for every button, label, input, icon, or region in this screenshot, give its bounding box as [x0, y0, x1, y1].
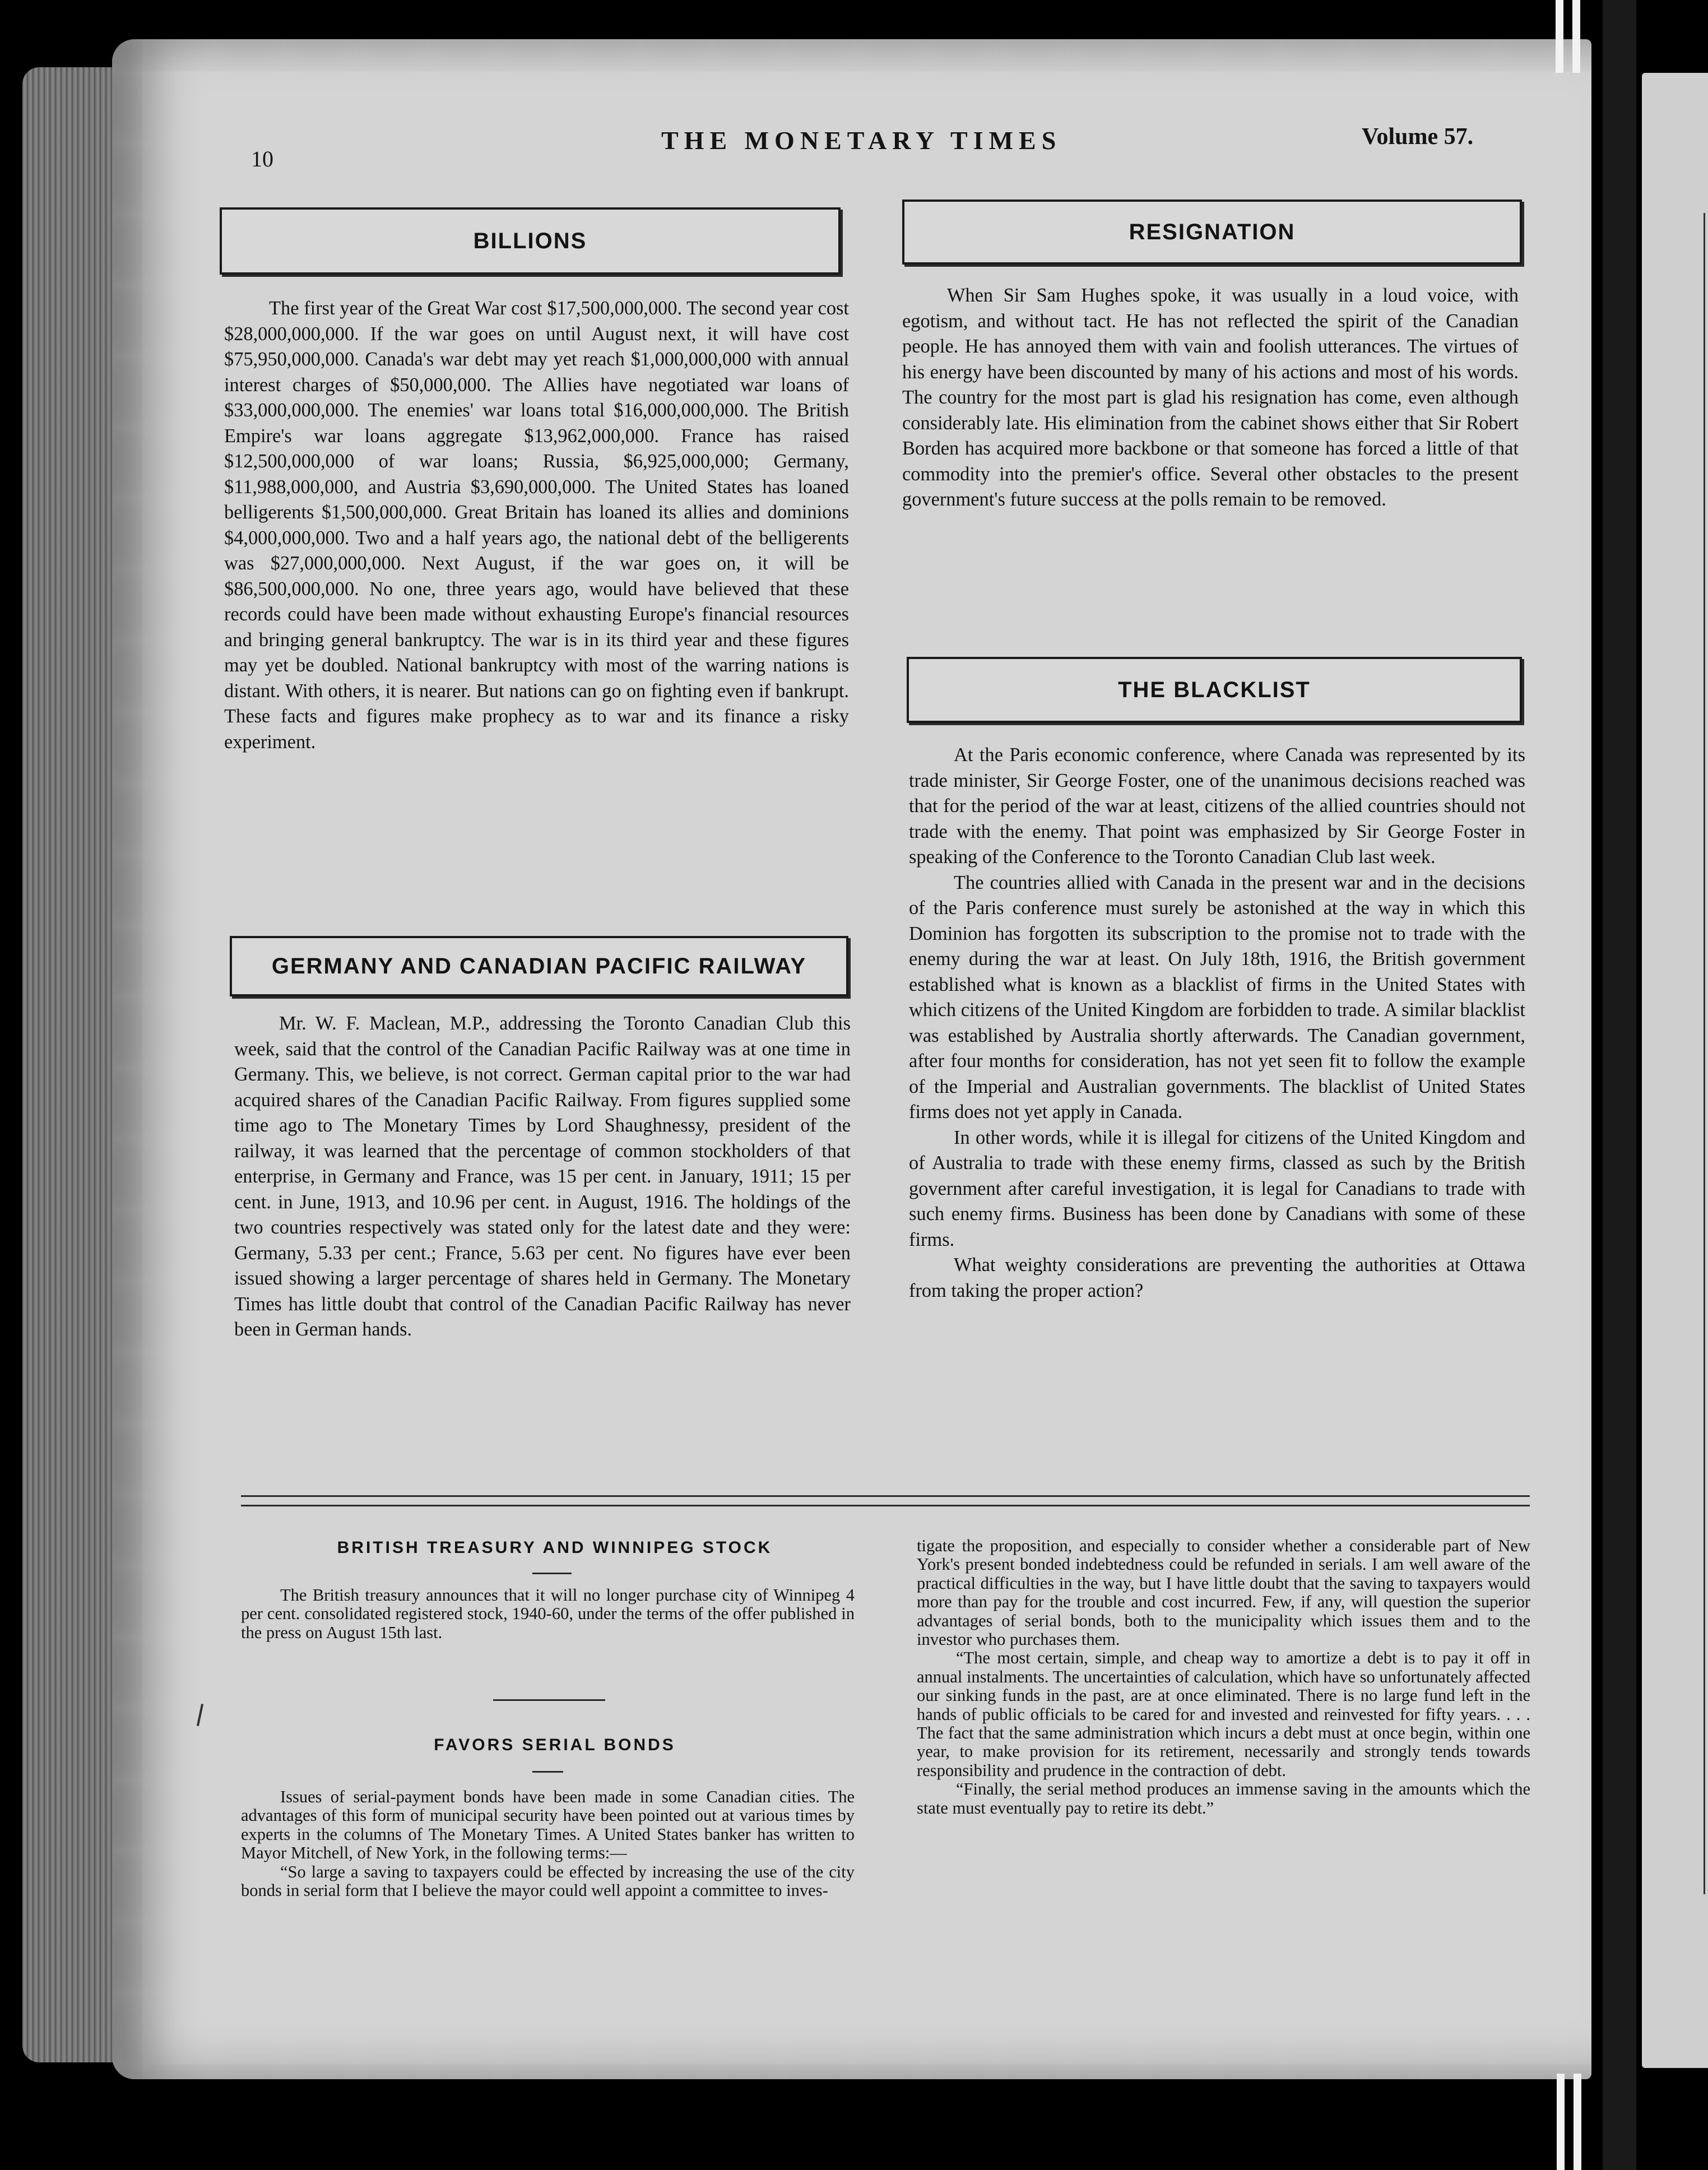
film-mark-bottom-left — [1557, 2074, 1565, 2170]
serial-bonds-paragraph-1: Issues of serial-payment bonds have been made in some Canadian cities. The advantages of this form of municipal security have been pointed out at various times by experts in the columns of The Monetary Times. A United States banker has written to Mayor Mitchell, of New York, in the following terms:— — [241, 1787, 855, 1863]
billions-heading: BILLIONS — [473, 228, 587, 253]
masthead-title: THE MONETARY TIMES — [661, 126, 1062, 155]
section-separator-rule — [493, 1699, 605, 1701]
blacklist-article — [909, 743, 1525, 1304]
serial-bonds-final-paragraph: “Finally, the serial method produces an immense saving in the amounts which the state must eventually pay to retire its debt.” — [917, 1779, 1530, 1817]
serial-bonds-heading: FAVORS SERIAL BONDS — [434, 1736, 676, 1754]
serial-bonds-right-column — [917, 1537, 1530, 1817]
billions-heading-box — [220, 207, 841, 275]
blacklist-heading-box — [907, 657, 1522, 723]
germany-cpr-heading-box — [230, 936, 848, 996]
facing-page-edge — [1642, 73, 1708, 2068]
serial-bonds-quote-paragraph: “The most certain, simple, and cheap way to amortize a debt is to pay it off in annual instalments. The uncertainties of calculation, which have so unfortunately affected our sinking funds in the past, are at once eliminated. There is no large fund left in the hands of public officials to be cared for and invested and reinvested for fifty years. . . . The fact that the same administration which incurs a debt must at once begin, within one year, to make provision for its retirement, necessarily and strongly tends towards responsibility and prudence in the contraction of debt. — [917, 1648, 1530, 1780]
blacklist-heading: THE BLACKLIST — [1118, 677, 1311, 702]
blacklist-paragraph-1: At the Paris economic conference, where Canada was represented by its trade minister, Sir George Foster, one of the unanimous decisions reached was that for the period of the war at least, citizens of the allied countries should not trade with the enemy. That point was emphasized by Sir George Foster in speaking of the Conference to the Toronto Canadian Club last week. — [909, 744, 1525, 868]
film-mark-bottom-right — [1574, 2074, 1581, 2170]
treasury-article — [241, 1586, 855, 1642]
resignation-paragraph: When Sir Sam Hughes spoke, it was usually in a loud voice, with egotism, and without tact. He has not reflected the spirit of the Canadian people. He has annoyed them with vain and foolish utterances. The virtues of his energy have been discounted by many of his actions and most of his words. The country for the most part is glad his resignation has come, even although considerably late. His elimination from the cabinet shows either that Sir Robert Borden has acquired more backbone or that someone has forced a little of that commodity into the premier's office. Several other obstacles to the present government's future success at the polls remain to be removed. — [902, 285, 1519, 510]
blacklist-paragraph-4: What weighty considerations are preventing the authorities at Ottawa from taking the proper action? — [909, 1254, 1525, 1301]
germany-cpr-paragraph: Mr. W. F. Maclean, M.P., addressing the Toronto Canadian Club this week, said that the control of the Canadian Pacific Railway was at one time in Germany. This, we believe, is not correct. German capital prior to the war had acquired shares of the Canadian Pacific Railway. From figures supplied some time ago to The Monetary Times by Lord Shaughnessy, president of the railway, it was learned that the percentage of common stockholders of that enterprise, in Germany and France, was 15 per cent. in January, 1911; 15 per cent. in June, 1913, and 10.96 per cent. in August, 1916. The holdings of the two countries respectively was stated only for the latest date and they were: Germany, 5.33 per cent.; France, 5.63 per cent. No figures have ever been issued showing a larger percentage of shares held in Germany. The Monetary Times has little doubt that control of the Canadian Pacific Railway has never been in German hands. — [234, 1013, 851, 1340]
billions-article — [224, 296, 849, 755]
blacklist-paragraph-3: In other words, while it is illegal for citizens of the United Kingdom and of Australia to trade with these enemy firms, classed as such by the British government after careful investigation, it is legal for Canadians to trade with such enemy firms. Business has been done by Canadians with some of these firms. — [909, 1126, 1525, 1250]
resignation-heading: RESIGNATION — [1129, 219, 1296, 244]
volume-label: Volume 57. — [1362, 124, 1474, 150]
germany-cpr-heading: GERMANY AND CANADIAN PACIFIC RAILWAY — [271, 953, 807, 979]
treasury-heading: BRITISH TREASURY AND WINNIPEG STOCK — [337, 1538, 773, 1557]
serial-bonds-continued-paragraph: tigate the proposition, and especially to consider whether a considerable part of New York's present bonded indebtedness could be refunded in serials. I am well aware of the practical difficulties in the way, but I have little doubt that the saving to taxpayers would more than pay for the trouble and cost incurred. Few, if any, will question the superior advantages of serial bonds, both to the municipality which issues them and to the investor who purchases them. — [917, 1536, 1530, 1649]
serial-bonds-heading-rule — [532, 1771, 563, 1773]
resignation-article — [902, 283, 1519, 513]
germany-cpr-article — [234, 1011, 851, 1343]
serial-bonds-paragraph-2: “So large a saving to taxpayers could be effected by increasing the use of the city bonds in serial form that I believe the mayor could well appoint a committee to inves- — [241, 1862, 855, 1900]
gutter-shadow — [1603, 0, 1636, 2170]
billions-paragraph: The first year of the Great War cost $17,500,000,000. The second year cost $28,000,000,000. If the war goes on until August next, it will have cost $75,950,000,000. Canada's war debt may yet reach $1,000,000,000 with annual interest charges of $50,000,000. The Allies have negotiated war loans of $33,000,000,000. The enemies' war loans total $16,000,000,000. The British Empire's war loans aggregate $13,962,000,000. France has raised $12,500,000,000 of war loans; Russia, $6,925,000,000; Germany, $11,988,000,000, and Austria $3,690,000,000. The United States has loaned belligerents $1,500,000,000. Great Britain has loaned its allies and dominions $4,000,000,000. Two and a half years ago, the national debt of the belligerents was $27,000,000,000. Next August, if the war goes on, it will be $86,500,000,000. No one, three years ago, would have believed that these records could have been made without exhausting Europe's financial resources and bringing general bankruptcy. The war is in its third year and these figures may yet be doubled. National bankruptcy with most of the warring nations is distant. With others, it is nearer. But nations can go on fighting even if bankrupt. These facts and figures make prophecy as to war and its finance a risky experiment. — [224, 298, 849, 753]
resignation-heading-box — [902, 200, 1522, 265]
film-mark-top-left — [1556, 0, 1563, 73]
page-number: 10 — [251, 146, 273, 171]
treasury-paragraph: The British treasury announces that it will no longer purchase city of Winnipeg 4 per cent. consolidated registered stock, 1940-60, under the terms of the offer published in the press on August 15th last. — [241, 1585, 855, 1642]
film-mark-top-right — [1572, 0, 1580, 73]
facing-page-rule — [1704, 213, 1705, 1894]
blacklist-paragraph-2: The countries allied with Canada in the present war and in the decisions of the Paris conference must surely be astonished at the way in which this Dominion has forgotten its subscription to the promise not to trade with the enemy during the war at least. On July 18th, 1916, the British government established what is known as a blacklist of firms in the United States with which citizens of the United Kingdom are forbidden to trade. A similar blacklist was established by Australia shortly afterwards. The Canadian government, after four months for consideration, has not yet seen fit to follow the example of the Imperial and Australian governments. The blacklist of United States firms does not yet apply in Canada. — [909, 871, 1525, 1123]
section-divider-rule — [241, 1495, 1530, 1506]
serial-bonds-left-column — [241, 1788, 855, 1900]
treasury-heading-rule — [532, 1573, 572, 1574]
